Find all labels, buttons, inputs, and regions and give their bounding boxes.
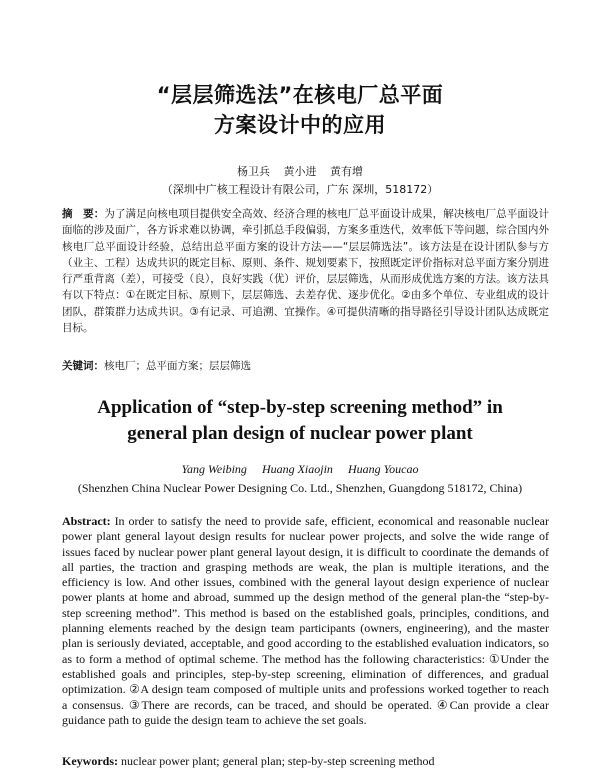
english-author: Huang Youcao [347, 462, 419, 476]
english-affiliation: (Shenzhen China Nuclear Power Designing Co. Ltd., Shenzhen, Guangdong 518172, China) [77, 481, 523, 495]
chinese-author: 黄有增 [330, 165, 363, 178]
chinese-title-line-1: “层层筛选法”在核电厂总平面 [156, 83, 444, 107]
english-author: Huang Xiaojin [261, 462, 333, 476]
english-keywords-text: nuclear power plant; general plan; step-by-step screening method [118, 754, 435, 768]
english-abstract-label: Abstract: [62, 514, 111, 528]
english-abstract [62, 514, 549, 728]
chinese-author: 杨卫兵 [237, 165, 270, 178]
chinese-authors [0, 163, 600, 179]
chinese-abstract [62, 206, 549, 336]
chinese-abstract-text: 为了满足向核电项目提供安全高效、经济合理的核电厂总平面设计成果，解决核电厂总平面设计面临的涉及面广，各方诉求难以协调，牵引抓总手段偏弱，方案多重迭代，效率低下等问题，综合国内外核电厂总平面设计经验，总结出总平面方案的设计方法——“层层筛选法”。该方法是在设计团队参与方（业主、工程）达成共识的既定目标、原则、条件、规划要素下，按照既定评价指标对总平面方案分别进行严重背离（差），可接受（良），良好实践（优）评价，层层筛选，从而形成优选方案的方法。该方法具有以下特点：①在既定目标、原则下，层层筛选、去差存优、逐步优化。②由多个单位、专业组成的设计团队，群策群力达成共识。③有记录、可追溯、宜操作。④可提供清晰的指导路径引导设计团队达成既定目标。 [62, 208, 550, 335]
english-authors [0, 462, 600, 477]
chinese-abstract-label: 摘 要： [62, 208, 105, 220]
chinese-title-line-2: 方案设计中的应用 [214, 113, 386, 137]
chinese-keywords-text: 核电厂；总平面方案；层层筛选 [104, 360, 251, 372]
english-keywords-label: Keywords: [62, 754, 118, 768]
english-title-line-1: Application of “step-by-step screening method” in [97, 397, 503, 418]
english-author: Yang Weibing [181, 462, 247, 476]
chinese-keywords-label: 关键词： [62, 360, 104, 372]
chinese-keywords [62, 358, 549, 373]
english-keywords [62, 754, 549, 769]
english-abstract-text: In order to satisfy the need to provide safe, efficient, economical and reasonable nuclear power plant general layout design results for nuclear power projects, and solve the wide range of issues faced by nuclear power plant general layout design, it is difficult to coordinate the demands of all parties, the traction and grasping methods are weak, the plan is multiple iterations, and the efficiency is low. And other issues, combined with the general layout design experience of nuclear power plants at home and abroad, summed up the design method of the general plan-the “step-by-step screening method”. This method is based on the established goals, principles, conditions, and planning elements reached by the design team participants (owners, engineering), and the master plan is seriously deviated, acceptable, and good according to the established evaluation indicators, so as to form a method of optimal scheme. The method has the following characteristics: ①Under the established goals and principles, step-by-step screening, elimination of differences, and gradual optimization. ②A design team composed of multiple units and professions worked together to reach a consensus. ③There are records, can be traced, and should be operated. ④Can provide a clear guidance path to guide the design team to achieve the set goals. [62, 514, 549, 727]
chinese-author: 黄小进 [283, 165, 317, 178]
chinese-affiliation: （深圳中广核工程设计有限公司，广东 深圳，518172） [161, 183, 439, 196]
english-title-line-2: general plan design of nuclear power plant [127, 423, 473, 444]
